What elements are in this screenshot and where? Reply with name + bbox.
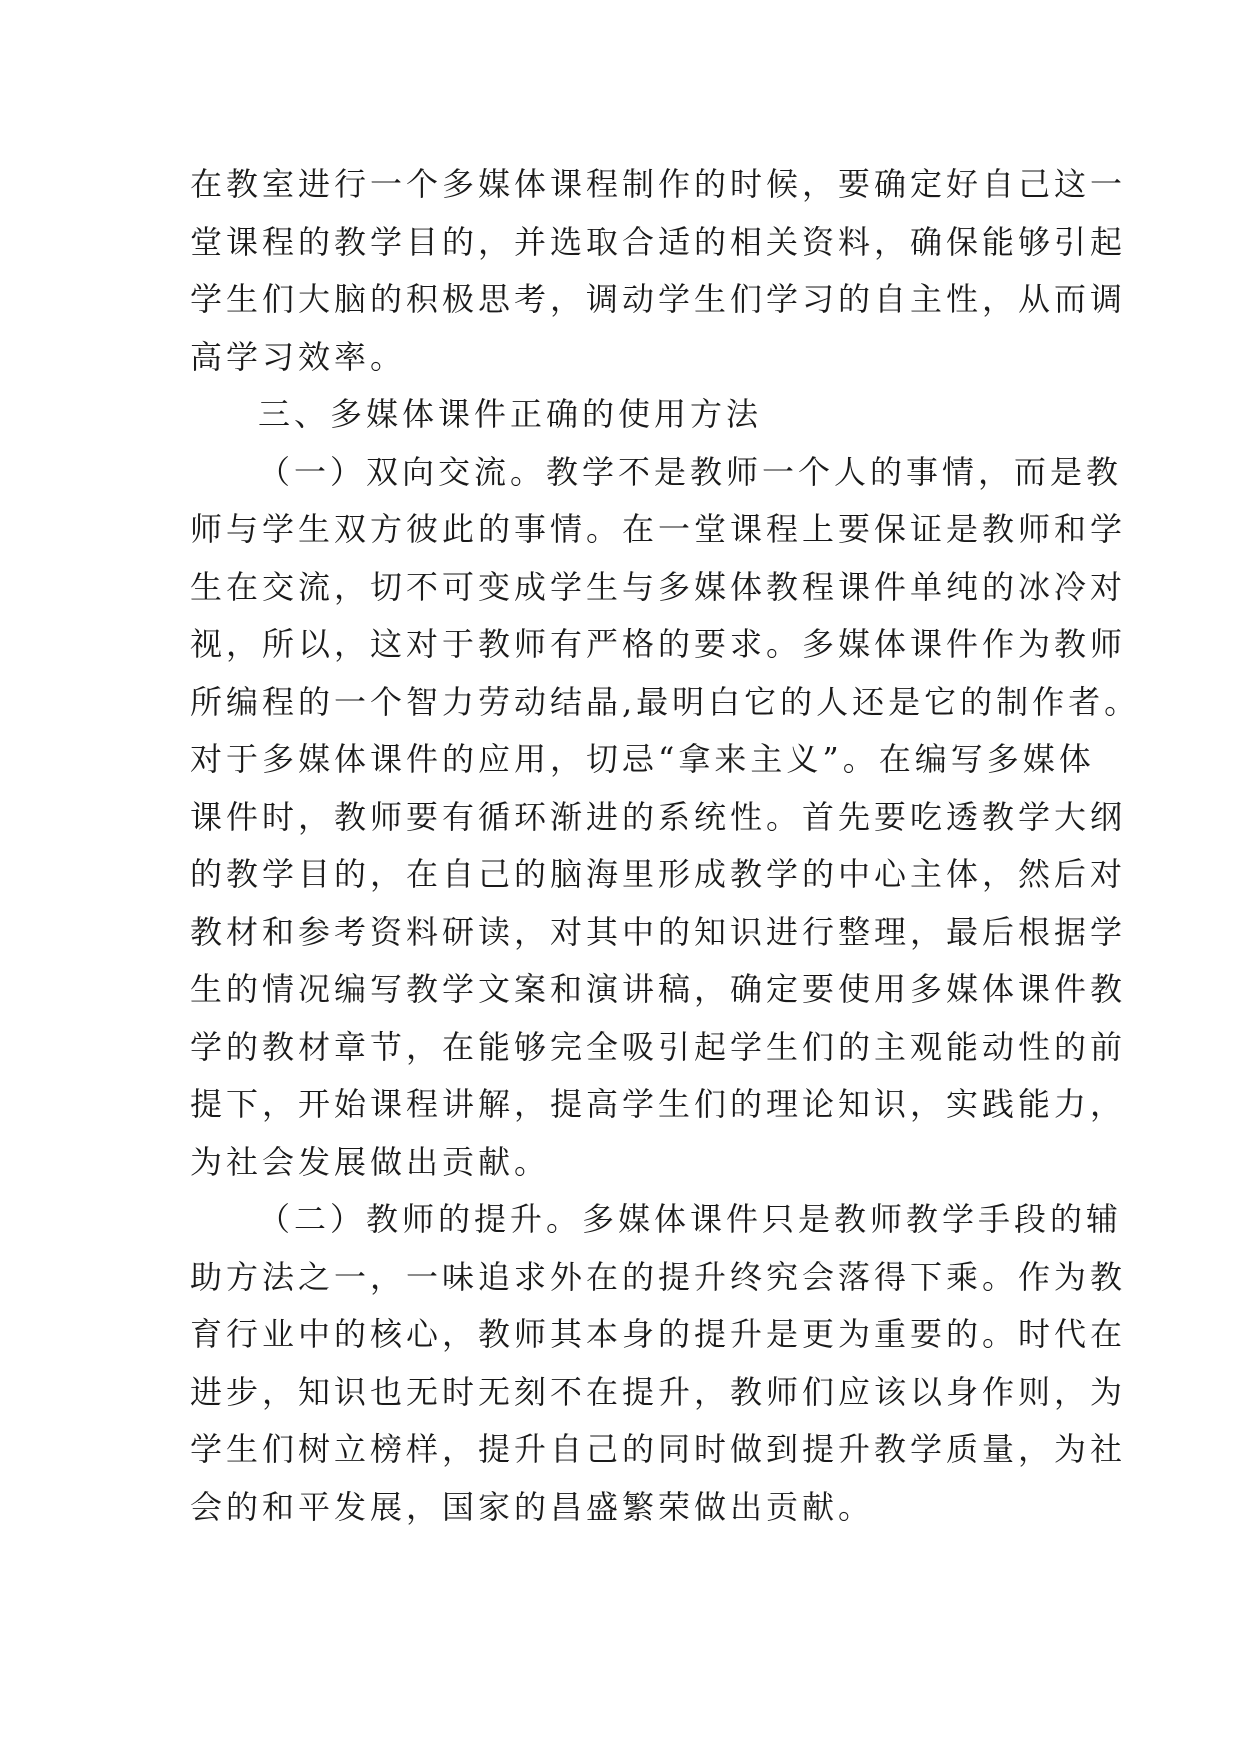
text-line: 学生们大脑的积极思考，调动学生们学习的自主性，从而调 (190, 280, 1127, 318)
text-line: 教材和参考资料研读，对其中的知识进行整理，最后根据学 (190, 912, 1127, 951)
text-line: 视，所以，这对于教师有严格的要求。多媒体课件作为教师 (190, 625, 1127, 663)
text-line: 生的情况编写教学文案和演讲稿，确定要使用多媒体课件教 (190, 970, 1127, 1008)
text-line: 对于多媒体课件的应用，切忌“拿来主义”。在编写多媒体 (190, 740, 1095, 778)
text-line: 的教学目的，在自己的脑海里形成教学的中心主体，然后对 (190, 855, 1127, 893)
text-line: 会的和平发展，国家的昌盛繁荣做出贡献。 (190, 1487, 875, 1526)
subsection-heading-line: （一）双向交流。教学不是教师一个人的事情，而是教 (258, 452, 1123, 491)
text-line: 生在交流，切不可变成学生与多媒体教程课件单纯的冰冷对 (190, 567, 1127, 606)
section-heading: 三、多媒体课件正确的使用方法 (258, 395, 763, 433)
text-line: 师与学生双方彼此的事情。在一堂课程上要保证是教师和学 (190, 510, 1127, 548)
text-line: 高学习效率。 (190, 337, 407, 376)
text-line: 在教室进行一个多媒体课程制作的时候，要确定好自己这一 (190, 165, 1127, 203)
body-text (190, 156, 1141, 1536)
text-line: 育行业中的核心，教师其本身的提升是更为重要的。时代在 (190, 1315, 1127, 1353)
subsection-heading-line: （二）教师的提升。多媒体课件只是教师教学手段的辅 (258, 1200, 1123, 1238)
text-line: 所编程的一个智力劳动结晶,最明白它的人还是它的制作者。 (190, 682, 1141, 721)
text-line: 助方法之一，一味追求外在的提升终究会落得下乘。作为教 (190, 1257, 1127, 1296)
text-line: 课件时，教师要有循环渐进的系统性。首先要吃透教学大纲 (190, 797, 1127, 836)
text-line: 提下，开始课程讲解，提高学生们的理论知识，实践能力， (190, 1085, 1127, 1123)
text-line: 堂课程的教学目的，并选取合适的相关资料，确保能够引起 (190, 222, 1127, 261)
text-line: 为社会发展做出贡献。 (190, 1142, 551, 1181)
text-line: 进步，知识也无时无刻不在提升，教师们应该以身作则，为 (190, 1372, 1127, 1411)
text-line: 学的教材章节，在能够完全吸引起学生们的主观能动性的前 (190, 1027, 1127, 1066)
text-line: 学生们树立榜样，提升自己的同时做到提升教学质量，为社 (190, 1430, 1127, 1468)
